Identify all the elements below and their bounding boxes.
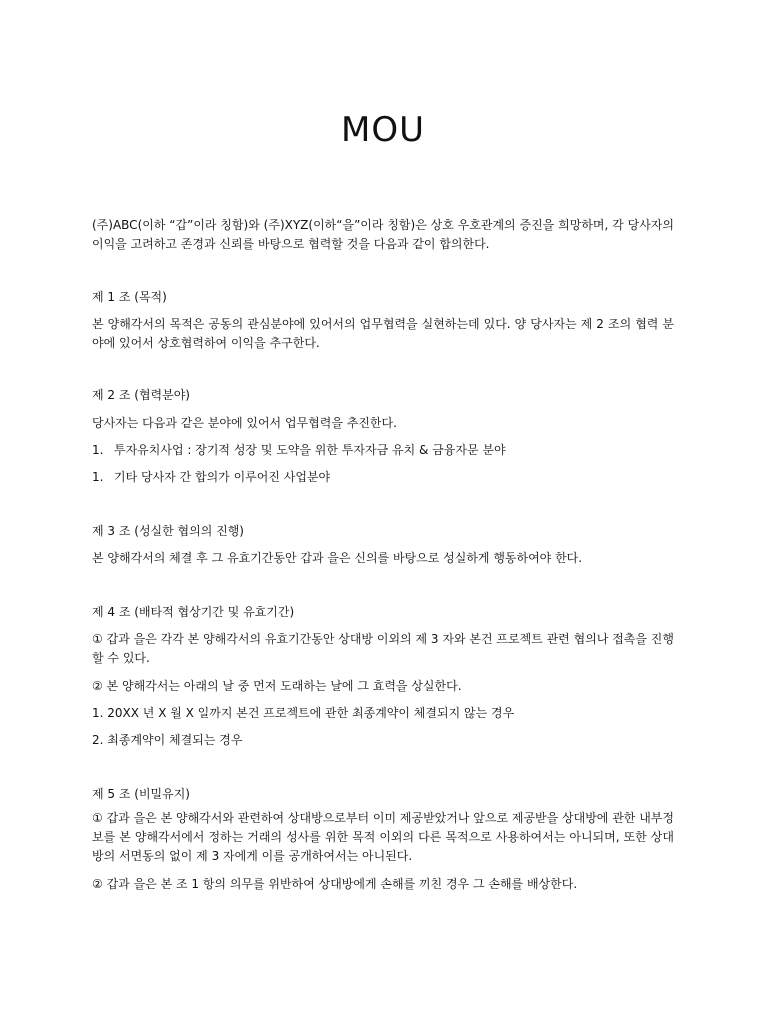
- list-item-number: 1.: [92, 470, 104, 484]
- article-5-paragraph-2: ② 갑과 을은 본 조 1 항의 의무를 위반하여 상대방에게 손해를 끼친 경우 그 손해를 배상한다.: [92, 877, 578, 891]
- article-2-list-item: [92, 468, 330, 487]
- article-2-list-item: [92, 441, 506, 460]
- article-5-heading: 제 5 조 (비밀유지): [92, 787, 190, 801]
- list-item-text: 투자유치사업 : 장기적 성장 및 도약을 위한 투자자금 유치 & 금융자문 분야: [114, 443, 506, 457]
- document-title: MOU: [341, 110, 425, 150]
- preamble-paragraph: (주)ABC(이하 “갑”이라 칭함)와 (주)XYZ(이하“을”이라 칭함)은 상호 우호관계의 증진을 희망하며, 각 당사자의 이익을 고려하고 존경과 신뢰를 바탕으로 협력할 것을 다음과 같이 합의한다.: [92, 218, 674, 251]
- article-5-paragraph-1: ① 갑과 을은 본 양해각서와 관련하여 상대방으로부터 이미 제공받았거나 앞으로 제공받을 상대방에 관한 내부정보를 본 양해각서에서 정하는 거래의 성사를 위한 목적 이외의 다른 목적으로 사용하여서는 아니되며, 또한 상대방의 서면동의 없이 제 3 자에게 이를 공개하여서는 아니된다.: [92, 811, 674, 863]
- article-4-paragraph-2: ② 본 양해각서는 아래의 날 중 먼저 도래하는 날에 그 효력을 상실한다.: [92, 679, 462, 693]
- list-item-text: 기타 당사자 간 합의가 이루어진 사업분야: [114, 470, 331, 484]
- article-3-body: 본 양해각서의 체결 후 그 유효기간동안 갑과 을은 신의를 바탕으로 성실하게 행동하여야 한다.: [92, 551, 583, 565]
- article-4-list-item-2: 2. 최종계약이 체결되는 경우: [92, 733, 243, 747]
- article-1-body: 본 양해각서의 목적은 공동의 관심분야에 있어서의 업무협력을 실현하는데 있다. 양 당사자는 제 2 조의 협력 분야에 있어서 상호협력하여 이익을 추구한다.: [92, 317, 674, 350]
- article-2-heading: 제 2 조 (협력분야): [92, 388, 190, 402]
- article-2-body: 당사자는 다음과 같은 분야에 있어서 업무협력을 추진한다.: [92, 416, 397, 430]
- article-4-paragraph-1: ① 갑과 을은 각각 본 양해각서의 유효기간동안 상대방 이외의 제 3 자와 본건 프로젝트 관련 협의나 접촉을 진행할 수 있다.: [92, 632, 674, 665]
- article-4-list-item-1: 1. 20XX 년 X 월 X 일까지 본건 프로젝트에 관한 최종계약이 체결되지 않는 경우: [92, 706, 515, 720]
- article-3-heading: 제 3 조 (성실한 협의의 진행): [92, 524, 244, 538]
- article-4-heading: 제 4 조 (배타적 협상기간 및 유효기간): [92, 605, 295, 619]
- article-1-heading: 제 1 조 (목적): [92, 290, 167, 304]
- list-item-number: 1.: [92, 443, 104, 457]
